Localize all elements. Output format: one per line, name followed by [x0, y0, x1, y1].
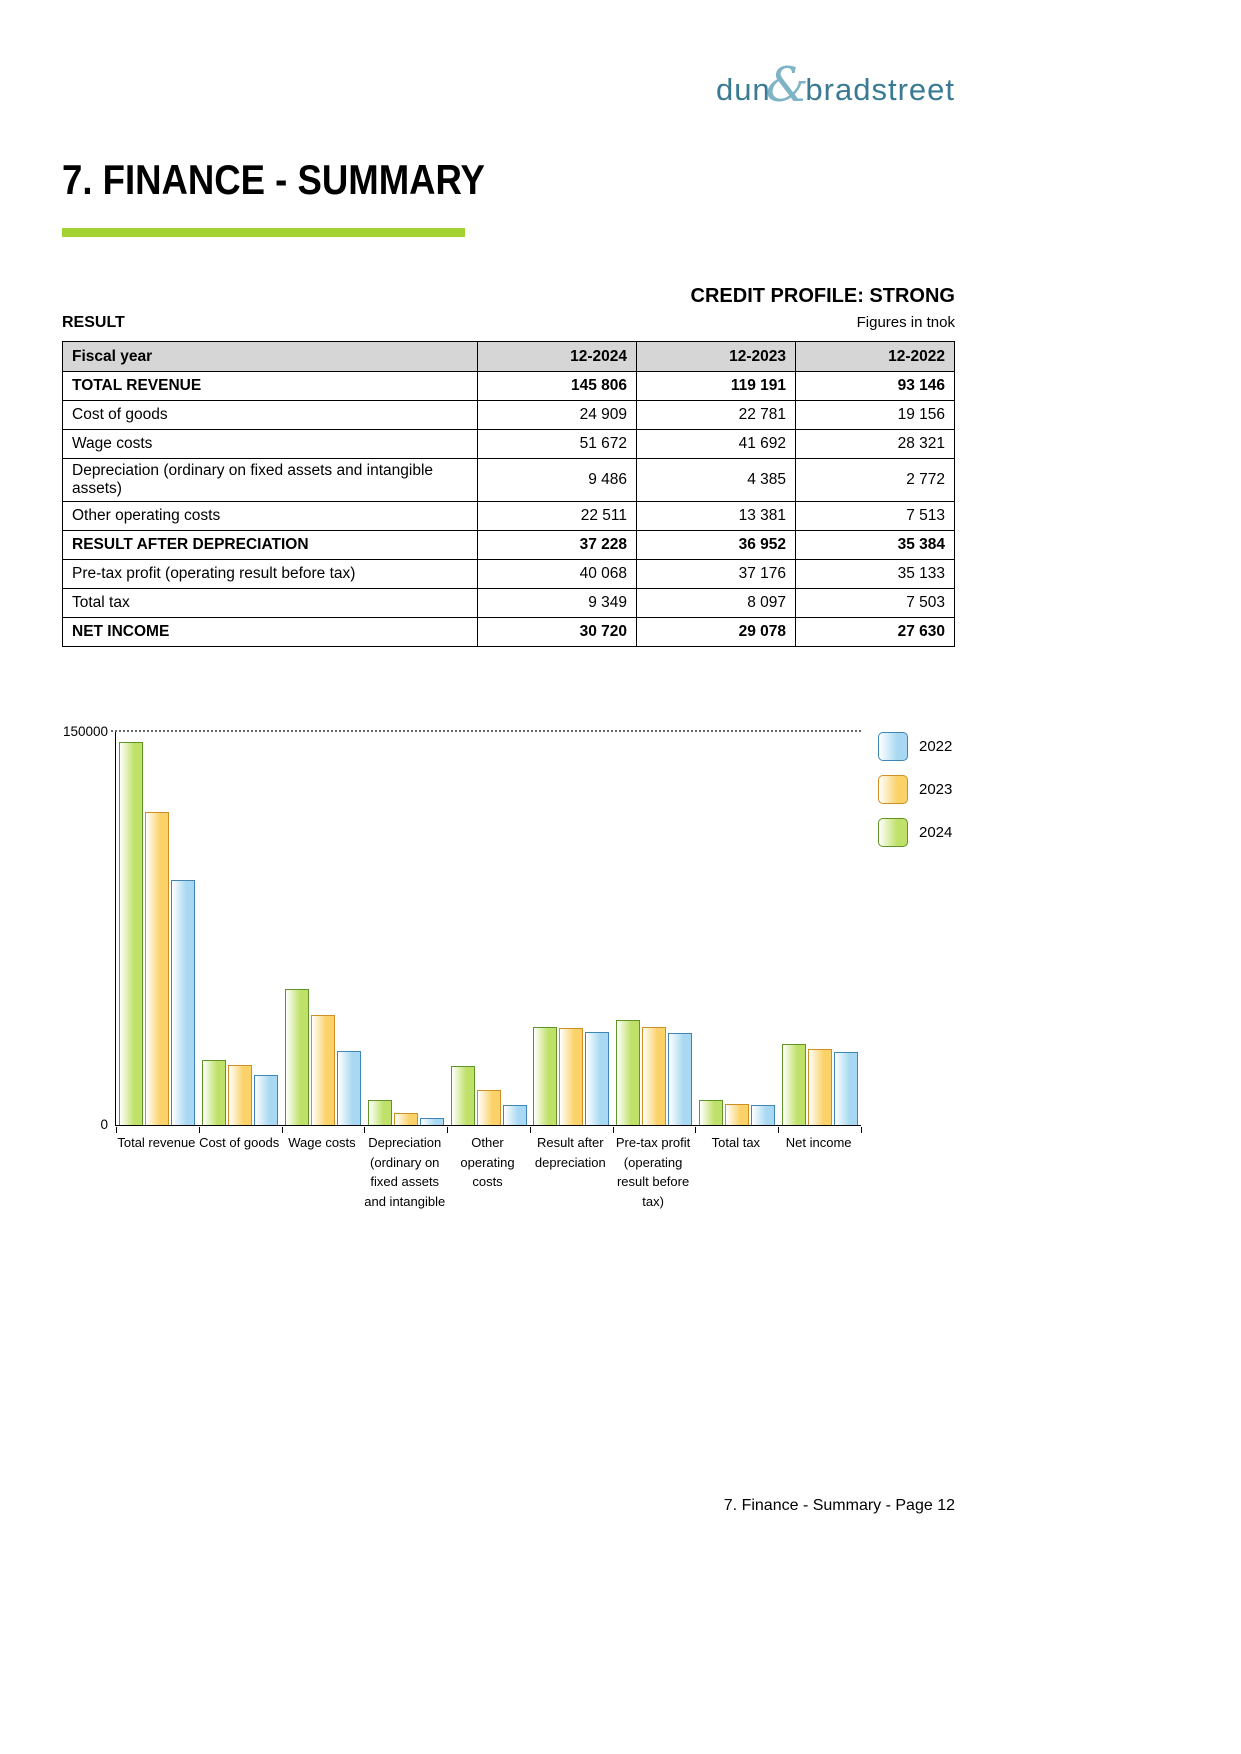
- bar-2023: [642, 1027, 666, 1125]
- row-value-cell: 19 156: [796, 401, 955, 430]
- bar-group: [282, 731, 365, 1125]
- table-row: [63, 618, 955, 647]
- page-content: [62, 0, 955, 1754]
- bar-2024: [451, 1066, 475, 1125]
- bar-2024: [119, 742, 143, 1125]
- row-label-cell: Other operating costs: [63, 502, 478, 531]
- row-value-cell: 145 806: [478, 372, 637, 401]
- bar-2024: [285, 989, 309, 1125]
- bar-2024: [533, 1027, 557, 1125]
- row-value-cell: 22 781: [637, 401, 796, 430]
- table-body: [63, 372, 955, 647]
- bar-2022: [337, 1051, 361, 1125]
- bar-2022: [668, 1033, 692, 1125]
- row-value-cell: 9 486: [478, 459, 637, 502]
- row-label-cell: Pre-tax profit (operating result before tax): [63, 560, 478, 589]
- bar-2022: [420, 1118, 444, 1125]
- table-header-row: [63, 342, 955, 372]
- row-value-cell: 93 146: [796, 372, 955, 401]
- result-section-label: RESULT: [62, 314, 125, 331]
- bar-2023: [311, 1015, 335, 1125]
- bar-group: [778, 731, 861, 1125]
- bar-2023: [394, 1113, 418, 1125]
- bar-2024: [616, 1020, 640, 1125]
- bar-2022: [503, 1105, 527, 1125]
- row-value-cell: 119 191: [637, 372, 796, 401]
- table-row: [63, 560, 955, 589]
- legend-swatch: [878, 775, 908, 804]
- row-label-cell: Total tax: [63, 589, 478, 618]
- category-label: Result after depreciation: [534, 1135, 606, 1170]
- year-column-header-cell: 12-2022: [796, 342, 955, 372]
- credit-profile-label: CREDIT PROFILE: STRONG: [690, 285, 955, 307]
- bar-2024: [782, 1044, 806, 1125]
- legend-item-2024: [878, 818, 952, 847]
- category-label: Total tax: [711, 1135, 761, 1150]
- plot-area: [115, 731, 861, 1126]
- bar-group: [695, 731, 778, 1125]
- row-value-cell: 9 349: [478, 589, 637, 618]
- bar-2024: [202, 1060, 226, 1125]
- bar-2024: [699, 1100, 723, 1125]
- category-label: Wage costs: [288, 1135, 356, 1150]
- finance-bar-chart: [62, 722, 955, 1222]
- table-row: [63, 459, 955, 502]
- row-value-cell: 7 503: [796, 589, 955, 618]
- bar-2023: [725, 1104, 749, 1125]
- row-label-cell: RESULT AFTER DEPRECIATION: [63, 531, 478, 560]
- table-row: [63, 589, 955, 618]
- row-value-cell: 22 511: [478, 502, 637, 531]
- row-value-cell: 27 630: [796, 618, 955, 647]
- y-axis-max-label: 150000: [62, 724, 108, 739]
- legend-swatch: [878, 818, 908, 847]
- row-value-cell: 13 381: [637, 502, 796, 531]
- row-value-cell: 29 078: [637, 618, 796, 647]
- row-label-cell: NET INCOME: [63, 618, 478, 647]
- category-label: Other operating costs: [460, 1135, 515, 1189]
- fiscal-year-header-cell: Fiscal year: [63, 342, 478, 372]
- row-value-cell: 36 952: [637, 531, 796, 560]
- category-axis-labels: [115, 1133, 860, 1211]
- legend-label: 2022: [919, 738, 953, 755]
- bar-2022: [751, 1105, 775, 1125]
- bar-2022: [834, 1052, 858, 1125]
- legend-item-2022: [878, 732, 952, 761]
- row-value-cell: 4 385: [637, 459, 796, 502]
- bar-2023: [145, 812, 169, 1125]
- row-value-cell: 30 720: [478, 618, 637, 647]
- logo-ampersand-icon: &: [765, 57, 809, 113]
- table-row: [63, 531, 955, 560]
- logo-bradstreet: bradstreet: [805, 71, 955, 107]
- dnb-logo: [715, 57, 955, 115]
- legend-label: 2024: [919, 824, 953, 841]
- bar-group: [447, 731, 530, 1125]
- chart-legend: [878, 732, 952, 861]
- bar-2023: [228, 1065, 252, 1125]
- row-value-cell: 37 228: [478, 531, 637, 560]
- row-value-cell: 35 384: [796, 531, 955, 560]
- category-label: Depreciation (ordinary on fixed assets and intangible: [364, 1135, 446, 1209]
- row-value-cell: 7 513: [796, 502, 955, 531]
- category-label: Cost of goods: [199, 1135, 280, 1150]
- table-row: [63, 401, 955, 430]
- row-value-cell: 37 176: [637, 560, 796, 589]
- row-value-cell: 51 672: [478, 430, 637, 459]
- page-title: 7. FINANCE - SUMMARY: [62, 156, 485, 203]
- title-underline: [62, 228, 465, 237]
- legend-item-2023: [878, 775, 952, 804]
- bar-group: [199, 731, 282, 1125]
- bar-2022: [585, 1032, 609, 1125]
- row-label-cell: Wage costs: [63, 430, 478, 459]
- table-row: [63, 430, 955, 459]
- bar-group: [530, 731, 613, 1125]
- row-label-cell: Depreciation (ordinary on fixed assets and intangible assets): [63, 459, 478, 502]
- row-value-cell: 2 772: [796, 459, 955, 502]
- category-label: Pre-tax profit (operating result before tax): [615, 1135, 691, 1209]
- row-label-cell: TOTAL REVENUE: [63, 372, 478, 401]
- legend-label: 2023: [919, 781, 953, 798]
- bar-2023: [808, 1049, 832, 1125]
- logo-dun: dun: [715, 71, 771, 107]
- table-row: [63, 372, 955, 401]
- bar-2023: [559, 1028, 583, 1125]
- bar-2022: [171, 880, 195, 1125]
- figures-unit-note: Figures in tnok: [856, 314, 955, 331]
- category-label: Net income: [785, 1135, 852, 1150]
- bar-group: [116, 731, 199, 1125]
- bar-group: [613, 731, 696, 1125]
- bar-group: [364, 731, 447, 1125]
- page-footer: 7. Finance - Summary - Page 12: [723, 1497, 955, 1514]
- year-column-header-cell: 12-2023: [637, 342, 796, 372]
- row-value-cell: 35 133: [796, 560, 955, 589]
- row-value-cell: 40 068: [478, 560, 637, 589]
- row-label-cell: Cost of goods: [63, 401, 478, 430]
- table-meta-row: [62, 314, 955, 332]
- row-value-cell: 8 097: [637, 589, 796, 618]
- bar-2023: [477, 1090, 501, 1125]
- bar-2024: [368, 1100, 392, 1125]
- legend-swatch: [878, 732, 908, 761]
- table-row: [63, 502, 955, 531]
- y-axis-zero-label: 0: [100, 1117, 108, 1132]
- row-value-cell: 28 321: [796, 430, 955, 459]
- bar-2022: [254, 1075, 278, 1125]
- row-value-cell: 41 692: [637, 430, 796, 459]
- result-table: [62, 341, 955, 647]
- year-column-header-cell: 12-2024: [478, 342, 637, 372]
- category-label: Total revenue: [117, 1135, 196, 1150]
- row-value-cell: 24 909: [478, 401, 637, 430]
